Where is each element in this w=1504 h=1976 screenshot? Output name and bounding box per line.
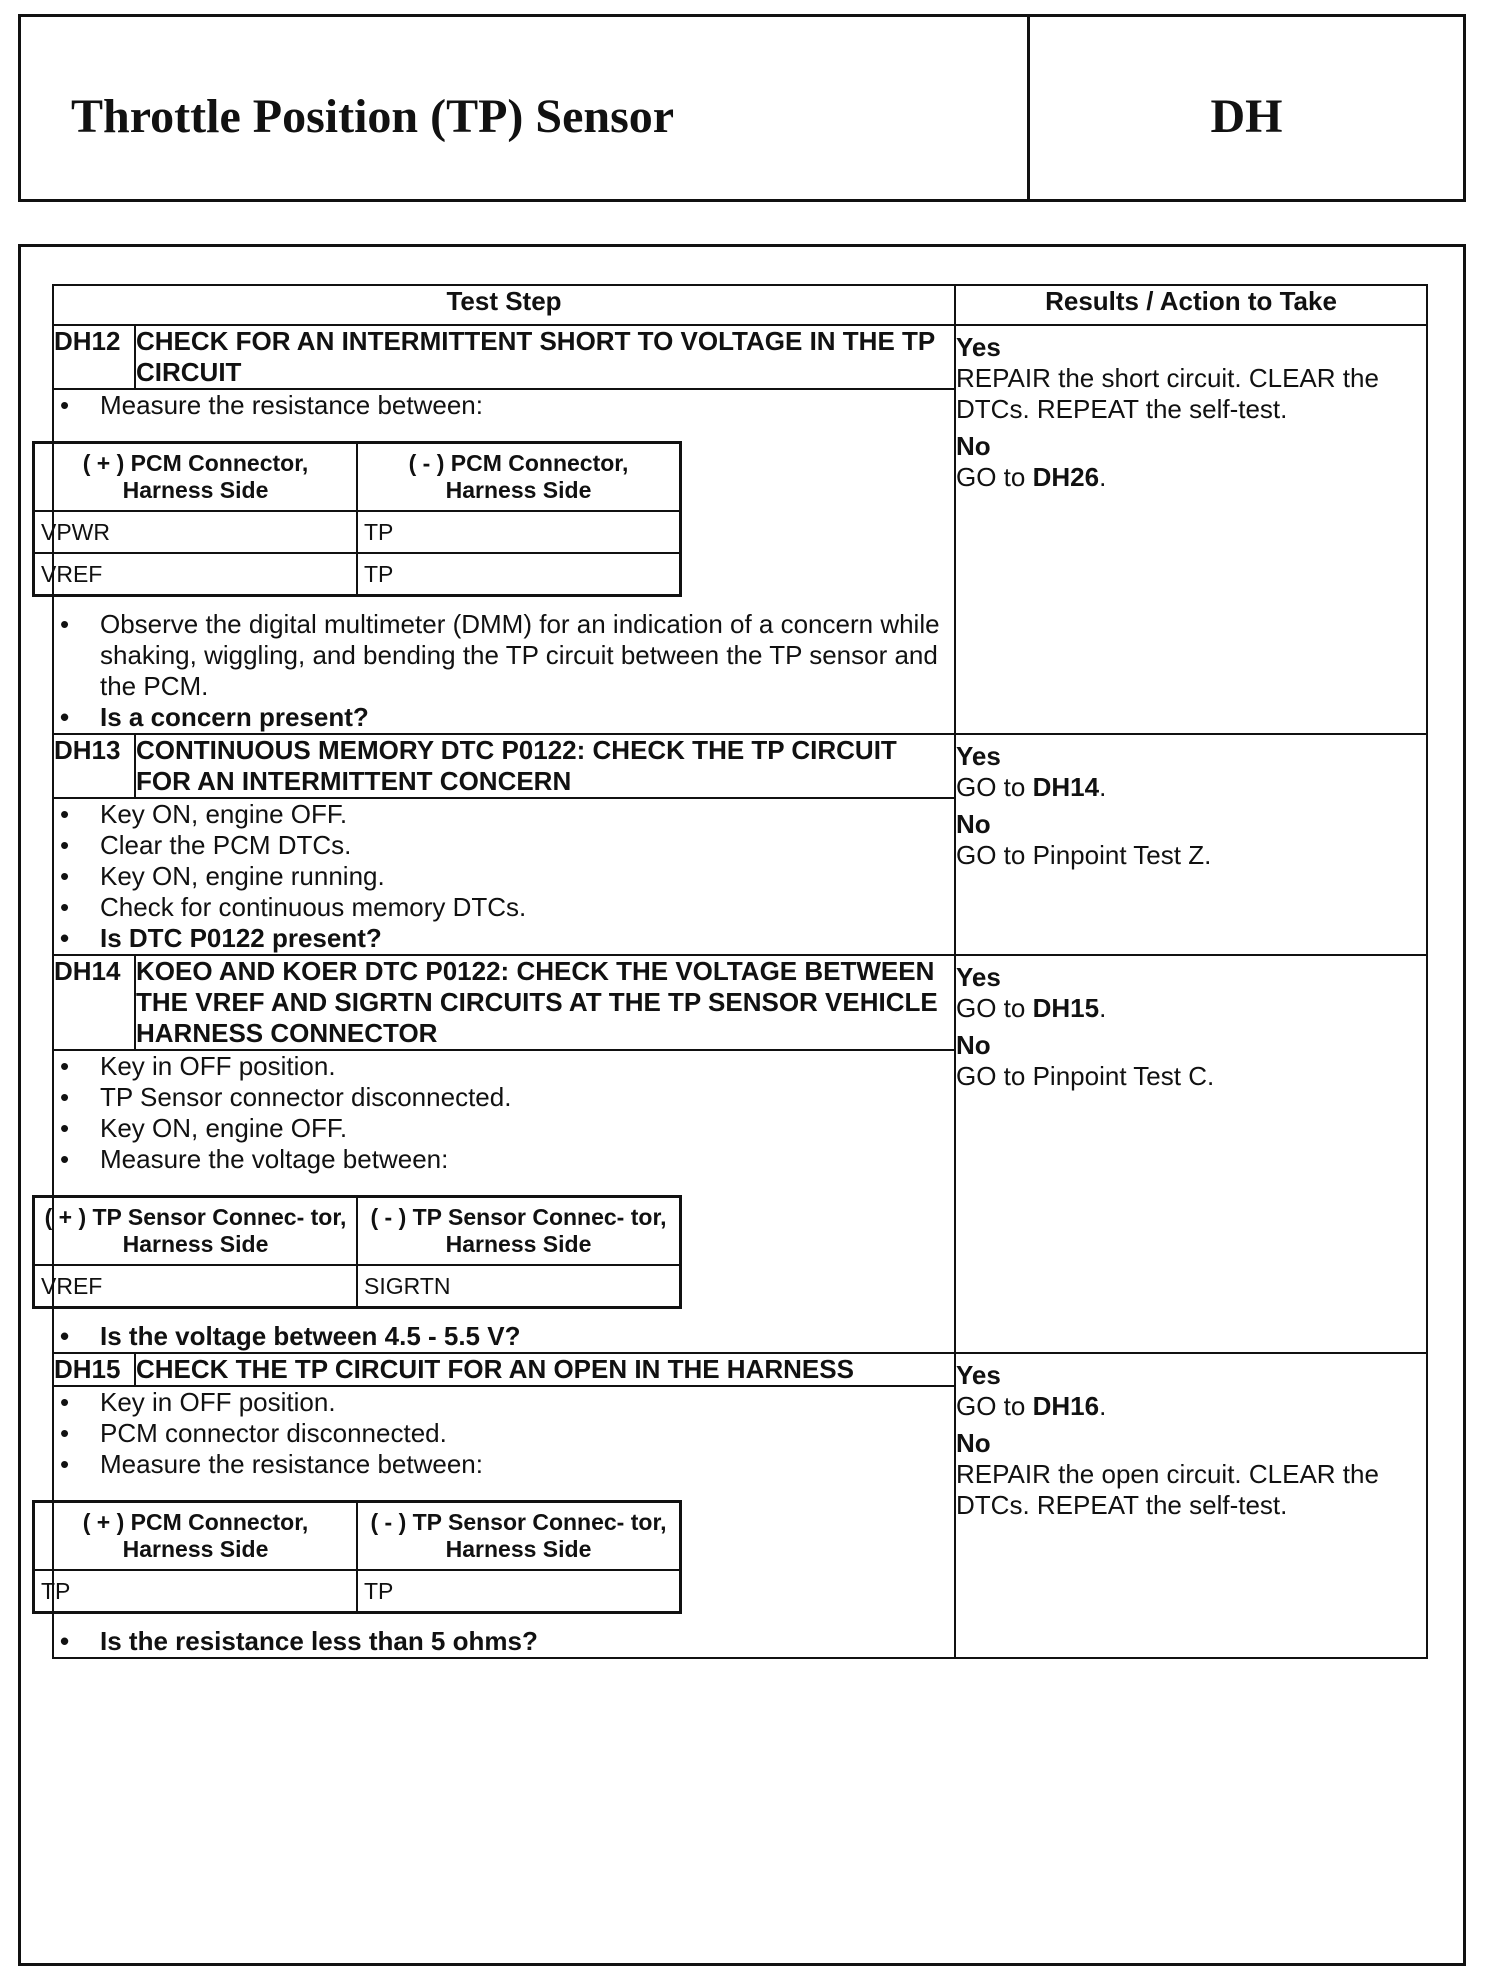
step-title-row: [53, 1353, 1427, 1386]
instruction-item: • Measure the resistance between:: [54, 1449, 954, 1480]
instruction-item: • PCM connector disconnected.: [54, 1418, 954, 1449]
instruction-item: • Key ON, engine OFF.: [54, 1113, 954, 1144]
negative-lead-header: ( - ) TP Sensor Connec- tor, Harness Side: [357, 1502, 681, 1571]
test-step-header: Test Step: [53, 285, 955, 325]
instruction-item: • Measure the voltage between:: [54, 1144, 954, 1175]
negative-lead-header: ( - ) TP Sensor Connec- tor, Harness Side: [357, 1197, 681, 1266]
no-label: No: [956, 1428, 991, 1458]
negative-lead-header: ( - ) PCM Connector, Harness Side: [357, 443, 681, 512]
no-action: GO to Pinpoint Test Z.: [956, 840, 1212, 870]
table-row: VREF SIGRTN: [34, 1265, 681, 1308]
measurement-table: [32, 1195, 682, 1309]
instruction-item: • Observe the digital multimeter (DMM) for an indication of a concern while shaking, wiggling, and bending the TP circuit between the TP sensor and the PCM.: [54, 609, 954, 702]
instruction-item: • TP Sensor connector disconnected.: [54, 1082, 954, 1113]
yes-label: Yes: [956, 962, 1001, 992]
step-id: DH15: [53, 1353, 135, 1386]
no-label: No: [956, 1030, 991, 1060]
no-action: GO to Pinpoint Test C.: [956, 1061, 1215, 1091]
instruction-item: • Key ON, engine running.: [54, 861, 954, 892]
positive-lead-header: ( + ) PCM Connector, Harness Side: [34, 443, 358, 512]
step-reference: DH16: [1032, 1391, 1100, 1421]
step-results: [955, 955, 1427, 1353]
yes-action: REPAIR the short circuit. CLEAR the DTCs. REPEAT the self-test.: [956, 363, 1379, 424]
step-body: [53, 798, 955, 955]
table-header-row: [53, 285, 1427, 325]
step-id: DH12: [53, 325, 135, 389]
no-label: No: [956, 431, 991, 461]
results-header: Results / Action to Take: [955, 285, 1427, 325]
instruction-item: • Check for continuous memory DTCs.: [54, 892, 954, 923]
step-reference: DH26: [1032, 462, 1100, 492]
measurement-table: [32, 1500, 682, 1614]
positive-lead-header: ( + ) PCM Connector, Harness Side: [34, 1502, 358, 1571]
no-action: REPAIR the open circuit. CLEAR the DTCs. REPEAT the self-test.: [956, 1459, 1379, 1520]
measurement-table: [32, 441, 682, 597]
step-id: DH14: [53, 955, 135, 1050]
step-title-row: [53, 734, 1427, 798]
step-results: [955, 734, 1427, 955]
step-title: CHECK FOR AN INTERMITTENT SHORT TO VOLTAGE IN THE TP CIRCUIT: [135, 325, 955, 389]
step-body: [41, 389, 955, 734]
yes-action: GO to DH15.: [956, 993, 1107, 1023]
page-header: [18, 14, 1466, 202]
step-results: [955, 325, 1427, 734]
instruction-item: • Measure the resistance between:: [54, 390, 954, 421]
step-id: DH13: [53, 734, 135, 798]
step-question: • Is a concern present?: [54, 702, 954, 733]
instruction-item: • Clear the PCM DTCs.: [54, 830, 954, 861]
step-results: [955, 1353, 1427, 1658]
diagnostic-table: [41, 284, 1428, 1659]
instruction-item: • Key in OFF position.: [54, 1387, 954, 1418]
yes-action: GO to DH16.: [956, 1391, 1107, 1421]
page-title: Throttle Position (TP) Sensor: [71, 90, 675, 143]
step-body: [41, 1050, 955, 1353]
step-question: • Is the resistance less than 5 ohms?: [54, 1626, 954, 1657]
section-code: DH: [1210, 90, 1283, 143]
step-question: • Is DTC P0122 present?: [54, 923, 954, 954]
table-row: VPWR TP: [34, 511, 681, 553]
instruction-item: • Key ON, engine OFF.: [54, 799, 954, 830]
no-action: GO to DH26.: [956, 462, 1107, 492]
table-row: TP TP: [34, 1570, 681, 1613]
positive-lead-header: ( + ) TP Sensor Connec- tor, Harness Side: [34, 1197, 358, 1266]
yes-label: Yes: [956, 741, 1001, 771]
step-body: [41, 1386, 955, 1658]
no-label: No: [956, 809, 991, 839]
instruction-item: • Key in OFF position.: [54, 1051, 954, 1082]
yes-label: Yes: [956, 332, 1001, 362]
step-title-row: [53, 325, 1427, 389]
yes-action: GO to DH14.: [956, 772, 1107, 802]
step-title-row: [53, 955, 1427, 1050]
step-question: • Is the voltage between 4.5 - 5.5 V?: [54, 1321, 954, 1352]
table-row: VREF TP: [34, 553, 681, 596]
step-title: CHECK THE TP CIRCUIT FOR AN OPEN IN THE HARNESS: [135, 1353, 955, 1386]
step-reference: DH14: [1032, 772, 1100, 802]
step-title: KOEO AND KOER DTC P0122: CHECK THE VOLTAGE BETWEEN THE VREF AND SIGRTN CIRCUITS AT THE TP SENSOR VEHICLE HARNESS CONNECTOR: [135, 955, 955, 1050]
step-reference: DH15: [1032, 993, 1100, 1023]
yes-label: Yes: [956, 1360, 1001, 1390]
step-title: CONTINUOUS MEMORY DTC P0122: CHECK THE TP CIRCUIT FOR AN INTERMITTENT CONCERN: [135, 734, 955, 798]
